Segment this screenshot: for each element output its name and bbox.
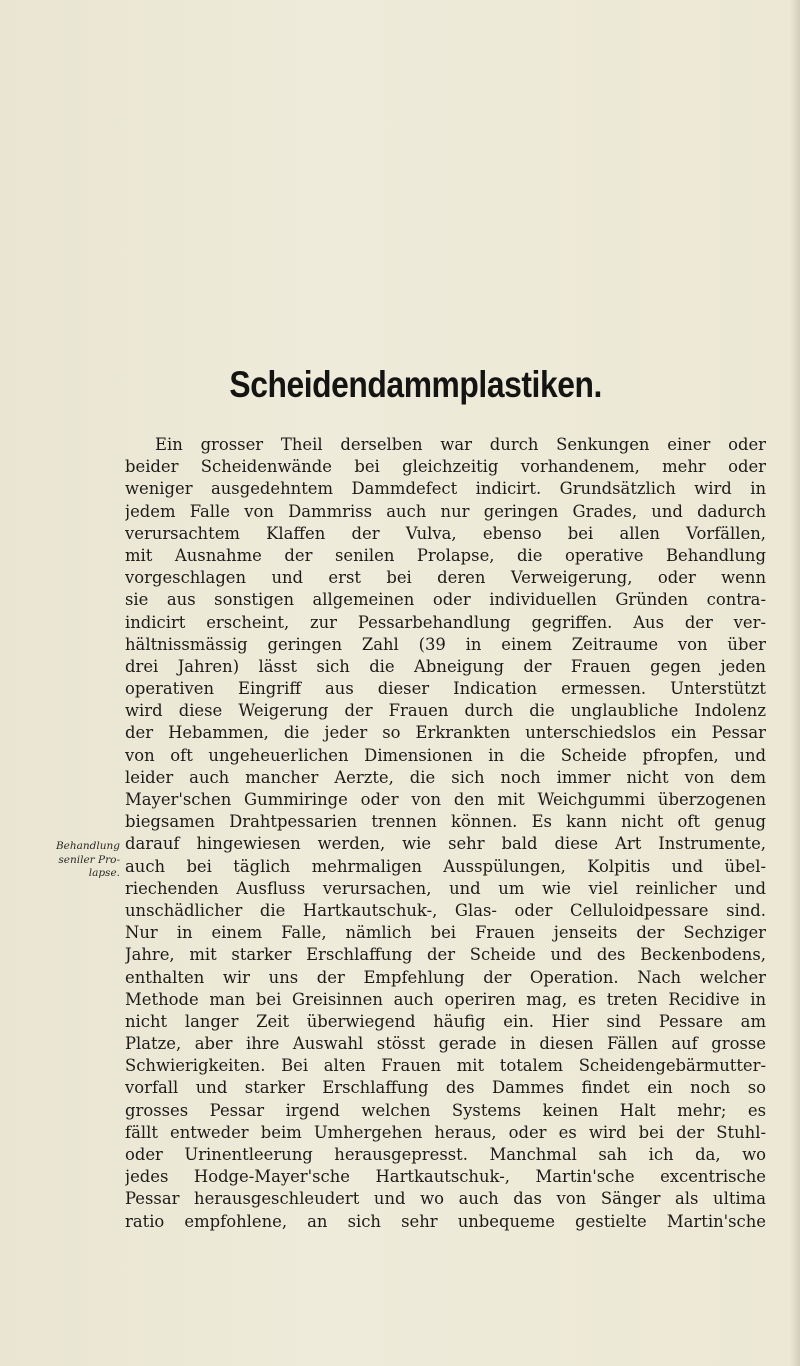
text-line: auch bei täglich mehrmaligen Ausspülungen, Kolpitis und übel- [125,856,766,876]
text-line: biegsamen Drahtpessarien trennen können. Es kann nicht oft genug [125,812,766,832]
text-line: weniger ausgedehntem Dammdefect indicirt. Grundsätzlich wird in [125,479,766,499]
text-line: Jahre, mit starker Erschlaffung der Scheide und des Beckenbodens, [125,945,766,965]
text-line: riechenden Ausfluss verursachen, und um wie viel reinlicher und [125,878,766,898]
text-line: der Hebammen, die jeder so Erkrankten unterschiedslos ein Pessar [125,723,766,743]
section-heading: Scheidendammplastiken. [229,364,602,405]
text-line: wird diese Weigerung der Frauen durch die unglaubliche Indolenz [125,701,766,721]
text-line: beider Scheidenwände bei gleichzeitig vorhandenem, mehr oder [125,457,766,477]
text-line: Schwierigkeiten. Bei alten Frauen mit totalem Scheidengebärmutter- [125,1056,766,1076]
text-line: nicht langer Zeit überwiegend häufig ein. Hier sind Pessare am [125,1011,766,1031]
margin-note-line: seniler Pro- [58,853,120,866]
text-line: verursachtem Klaffen der Vulva, ebenso bei allen Vorfällen, [125,523,766,543]
text-line: jedes Hodge-Mayer'sche Hartkautschuk-, Martin'sche excentrische [125,1167,766,1187]
text-line: operativen Eingriff aus dieser Indication ermessen. Unterstützt [125,679,766,699]
text-line: Methode man bei Greisinnen auch operiren mag, es treten Recidive in [125,989,766,1009]
text-line: unschädlicher die Hartkautschuk-, Glas- oder Celluloidpessare sind. [125,900,766,920]
text-line: Ein grosser Theil derselben war durch Senkungen einer oder [155,435,766,454]
text-line: Pessar herausgeschleudert und wo auch das von Sänger als ultima [125,1189,766,1209]
text-line: Nur in einem Falle, nämlich bei Frauen jenseits der Sechziger [125,923,766,943]
text-line: indicirt erscheint, zur Pessarbehandlung gegriffen. Aus der ver- [125,612,766,632]
text-line: enthalten wir uns der Empfehlung der Operation. Nach welcher [125,967,766,987]
text-line: sie aus sonstigen allgemeinen oder individuellen Gründen contra- [125,590,766,610]
text-line: grosses Pessar irgend welchen Systems keinen Halt mehr; es [125,1100,766,1120]
page-edge-shadow [790,0,800,1366]
text-line: vorgeschlagen und erst bei deren Verweigerung, oder wenn [125,568,766,588]
text-line: ratio empfohlene, an sich sehr unbequeme gestielte Martin'sche [125,1211,766,1231]
margin-note [40,840,120,881]
text-line: hältnissmässig geringen Zahl (39 in einem Zeitraume von über [125,634,766,654]
text-line: fällt entweder beim Umhergehen heraus, oder es wird bei der Stuhl- [125,1122,766,1142]
text-line: oder Urinentleerung herausgepresst. Manchmal sah ich da, wo [125,1145,766,1164]
text-line: drei Jahren) lässt sich die Abneigung der Frauen gegen jeden [125,656,766,676]
text-line: vorfall und starker Erschlaffung des Dammes findet ein noch so [125,1078,766,1098]
text-line: darauf hingewiesen werden, wie sehr bald diese Art Instrumente, [125,834,766,854]
margin-note-line: lapse. [88,867,120,879]
body-paragraph [125,434,766,1233]
text-line: leider auch mancher Aerzte, die sich noch immer nicht von dem [125,767,766,787]
margin-note-line: Behandlung [55,840,120,852]
text-line: Mayer'schen Gummiringe oder von den mit Weichgummi überzogenen [125,790,766,809]
text-line: mit Ausnahme der senilen Prolapse, die operative Behandlung [125,545,766,565]
text-line: jedem Falle von Dammriss auch nur geringen Grades, und dadurch [125,501,766,521]
text-line: von oft ungeheuerlichen Dimensionen in die Scheide pfropfen, und [125,745,766,765]
text-line: Platze, aber ihre Auswahl stösst gerade in diesen Fällen auf grosse [125,1034,766,1054]
